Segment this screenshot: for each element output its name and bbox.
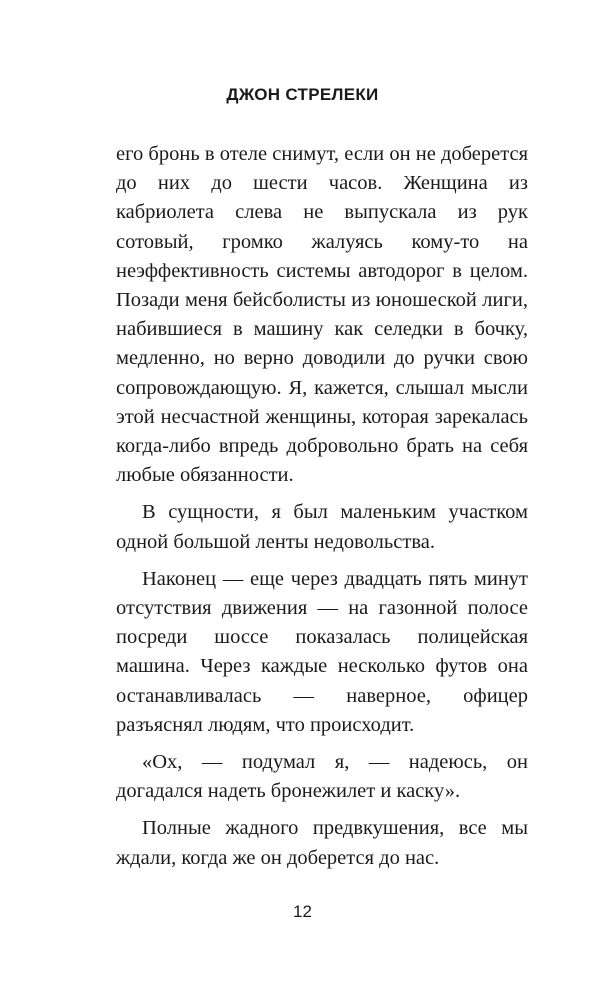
page-number: 12 <box>293 902 312 921</box>
paragraph-4: «Ох, — подумал я, — надеюсь, он догадался надеть бронежилет и каску». <box>116 751 528 803</box>
paragraph-5: Полные жадного предвкушения, все мы ждали, когда же он доберется до нас. <box>116 817 528 869</box>
body-text <box>116 140 528 881</box>
paragraph-3: Наконец — еще через двадцать пять минут отсутствия движения — на газонной полосе посреди шоссе показалась полицейская машина. Через каждые несколько футов она останавливалась — наверное, офицер разъяснял людям, что происходит. <box>116 567 528 736</box>
paragraph-2: В сущности, я был маленьким участком одной большой ленты недовольства. <box>116 501 528 553</box>
running-head: ДЖОН СТРЕЛЕКИ <box>226 85 379 104</box>
paragraph-1: его бронь в отеле снимут, если он не доберется до них до шести часов. Женщина из кабриолета слева не выпускала из рук сотовый, громко жалуясь кому-то на неэффективность системы автодорог в целом. Позади меня бейсболисты из юношеской лиги, набившиеся в машину как селедки в бочку, медленно, но верно доводили до ручки свою сопровождающую. Я, кажется, слышал мысли этой несчастной женщины, которая зарекалась когда-либо впредь добровольно брать на себя любые обязанности. <box>116 143 528 487</box>
